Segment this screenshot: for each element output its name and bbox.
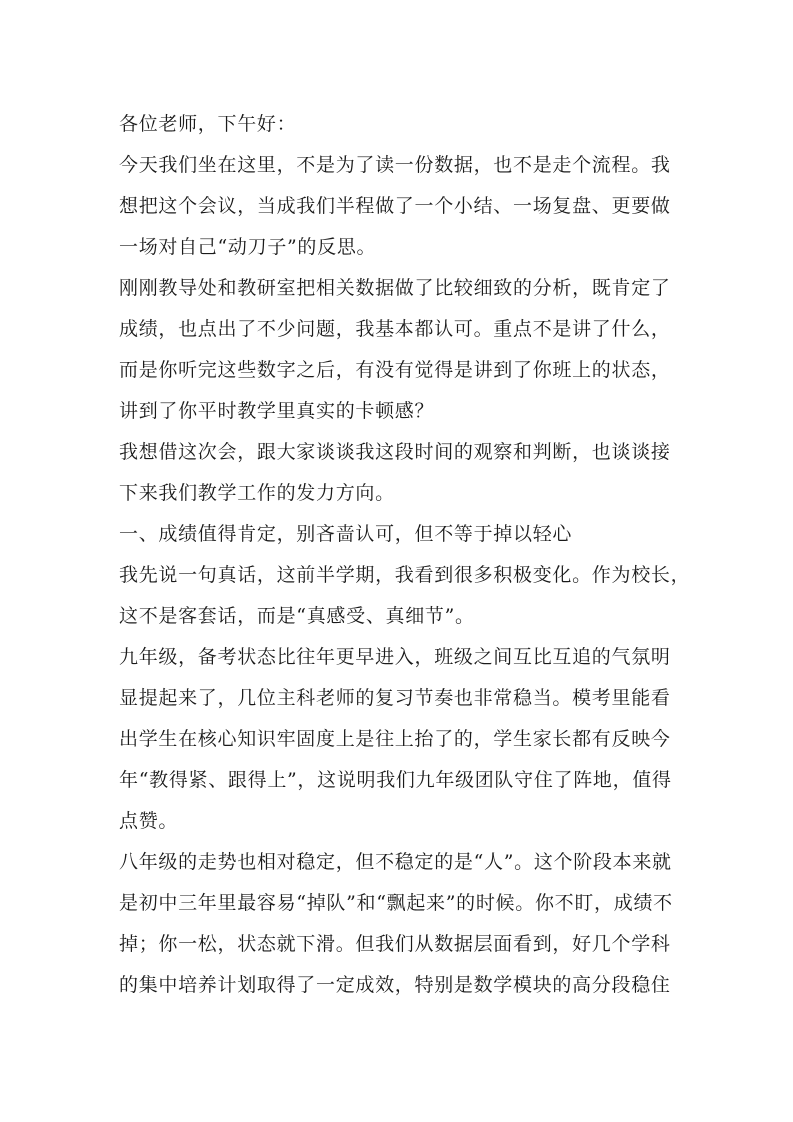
text-line: 想把这个会议，当成我们半程做了一个小结、一场复盘、更要做 xyxy=(119,195,671,217)
text-line: 我想借这次会，跟大家谈谈我这段时间的观察和判断，也谈谈接 xyxy=(119,441,671,463)
text-line: 下来我们教学工作的发力方向。 xyxy=(119,482,395,504)
text-line: 是初中三年里最容易“掉队”和“飘起来”的时候。你不盯，成绩不 xyxy=(119,892,673,914)
text-line: 点赞。 xyxy=(119,810,179,832)
text-line: 出学生在核心知识牢固度上是往上抬了的，学生家长都有反映今 xyxy=(119,728,671,750)
text-line: 刚刚教导处和教研室把相关数据做了比较细致的分析，既肯定了 xyxy=(119,277,671,299)
text-line: 今天我们坐在这里，不是为了读一份数据，也不是走个流程。我 xyxy=(119,154,671,176)
text-line: 掉；你一松，状态就下滑。但我们从数据层面看到，好几个学科 xyxy=(119,933,671,955)
section-heading: 一、成绩值得肯定，别吝啬认可，但不等于掉以轻心 xyxy=(119,523,573,545)
document-body xyxy=(119,104,699,1006)
text-line: 这不是客套话，而是“真感受、真细节”。 xyxy=(119,605,475,627)
text-line: 我先说一句真话，这前半学期，我看到很多积极变化。作为校长， xyxy=(119,564,691,586)
text-line: 八年级的走势也相对稳定，但不稳定的是“人”。这个阶段本来就 xyxy=(119,851,672,873)
text-line: 讲到了你平时教学里真实的卡顿感？ xyxy=(119,400,435,422)
text-line: 各位老师，下午好： xyxy=(119,113,297,135)
text-line: 九年级，备考状态比往年更早进入，班级之间互比互追的气氛明 xyxy=(119,646,671,668)
text-line: 成绩，也点出了不少问题，我基本都认可。重点不是讲了什么， xyxy=(119,318,671,340)
text-line: 年“教得紧、跟得上”，这说明我们九年级团队守住了阵地，值得 xyxy=(119,769,672,791)
text-line: 一场对自己“动刀子”的反思。 xyxy=(119,236,377,258)
text-line: 的集中培养计划取得了一定成效，特别是数学模块的高分段稳住 xyxy=(119,974,671,996)
text-line: 而是你听完这些数字之后，有没有觉得是讲到了你班上的状态， xyxy=(119,359,671,381)
text-line: 显提起来了，几位主科老师的复习节奏也非常稳当。模考里能看 xyxy=(119,687,671,709)
